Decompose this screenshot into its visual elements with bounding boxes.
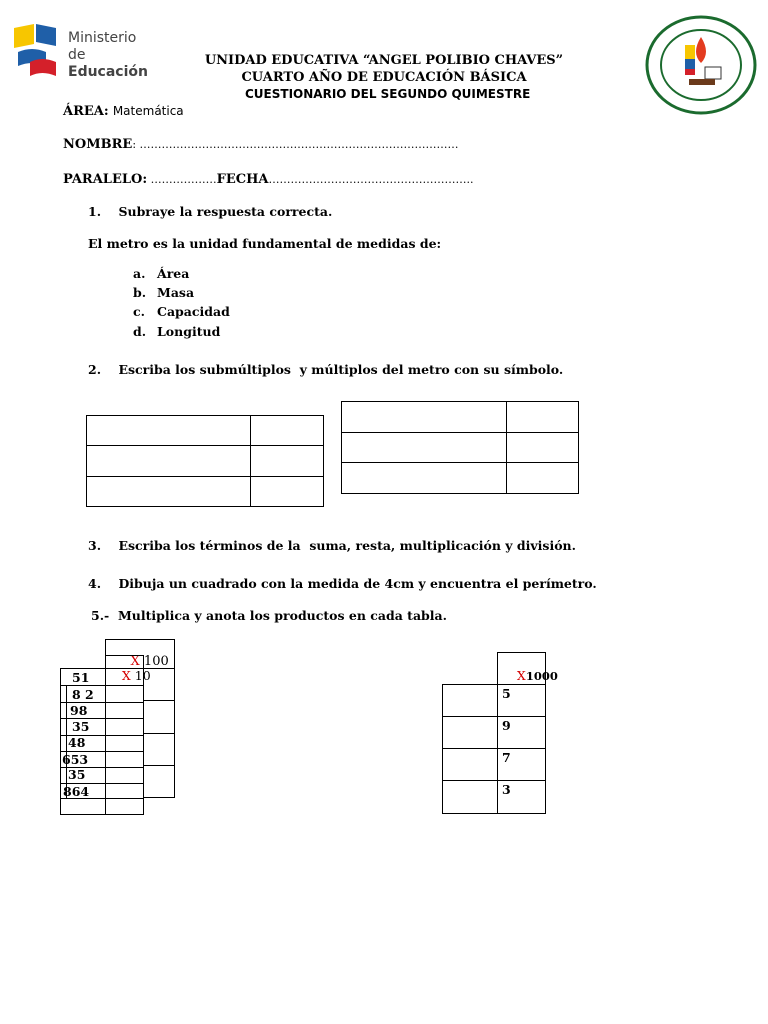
table-a-number: 864	[63, 784, 90, 799]
option-a-text: Área	[157, 266, 190, 281]
nombre-label: NOMBRE	[63, 137, 133, 152]
school-name: UNIDAD EDUCATIVA “ANGEL POLIBIO CHAVES”	[204, 53, 564, 68]
question-1-prompt: El metro es la unidad fundamental de medidas de:	[88, 236, 442, 251]
table-a-number: 48	[68, 735, 86, 750]
table-cell[interactable]	[506, 462, 579, 494]
x100-answer-cell[interactable]	[143, 700, 175, 734]
table-b-number: 9	[502, 718, 511, 733]
option-c-text: Capacidad	[157, 304, 230, 319]
question-2-title: 2. Escriba los submúltiplos y múltiplos del metro con su símbolo.	[88, 362, 564, 377]
area-value: Matemática	[112, 104, 184, 118]
option-a[interactable]	[133, 266, 189, 281]
table-cell[interactable]	[250, 476, 324, 507]
table-a-number: 653	[62, 752, 89, 767]
x10-sign: X	[121, 668, 131, 683]
option-d[interactable]	[133, 324, 220, 339]
ministry-logo-line1: Ministerio	[68, 30, 137, 46]
question-4-title: 4. Dibuja un cuadrado con la medida de 4cm y encuentra el perímetro.	[88, 576, 597, 591]
table-cell[interactable]	[506, 432, 579, 463]
table-a-number: 35	[68, 767, 86, 782]
fecha-blank[interactable]: ………………………………………………..	[268, 173, 474, 186]
x1000-value: 1000	[525, 669, 558, 683]
paralelo-blank[interactable]: ………………	[147, 173, 217, 186]
question-5-title: 5.- Multiplica y anota los productos en cada tabla.	[91, 608, 447, 623]
x10-answer-column	[105, 668, 144, 815]
x100-answer-cell[interactable]	[143, 733, 175, 766]
ministry-logo-line2-bold: Educación	[68, 64, 148, 80]
table-cell[interactable]	[506, 401, 579, 433]
paralelo-label: PARALELO:	[63, 172, 148, 187]
table-a-number: 98	[70, 703, 88, 718]
x10-value: 10	[130, 668, 151, 683]
option-a-letter: a.	[133, 266, 146, 281]
option-b-letter: b.	[133, 285, 147, 300]
table-b-number: 5	[502, 686, 511, 701]
question-3-title: 3. Escriba los términos de la suma, resta, multiplicación y división.	[88, 538, 576, 553]
option-c[interactable]	[133, 304, 230, 319]
table-b-answer-cell[interactable]	[442, 684, 498, 717]
grade-title: CUARTO AÑO DE EDUCACIÓN BÁSICA	[241, 70, 527, 85]
x100-sign: X	[130, 654, 140, 669]
school-seal-icon	[645, 15, 757, 115]
table-b-number: 7	[502, 750, 511, 765]
fecha-label: FECHA	[216, 172, 269, 187]
table-cell[interactable]	[86, 445, 251, 477]
school-seal	[645, 15, 757, 115]
table-a-number: 51	[72, 670, 90, 685]
table-cell[interactable]	[341, 462, 507, 494]
option-c-letter: c.	[133, 304, 145, 319]
table-a-number: 8 2	[72, 687, 94, 702]
x100-value: 100	[139, 654, 169, 669]
option-b[interactable]	[133, 285, 194, 300]
table-cell[interactable]	[341, 432, 507, 463]
table-b-answer-cell[interactable]	[442, 716, 498, 749]
x1000-sign: X	[516, 668, 526, 683]
option-b-text: Masa	[157, 285, 195, 300]
table-b-answer-cell[interactable]	[442, 780, 498, 814]
question-1-title: 1. Subraye la respuesta correcta.	[88, 204, 333, 219]
table-cell[interactable]	[341, 401, 507, 433]
table-a-number: 35	[72, 719, 90, 734]
table-b-number: 3	[502, 782, 511, 797]
table-cell[interactable]	[250, 445, 324, 477]
table-b-answer-cell[interactable]	[442, 748, 498, 781]
area-label: ÁREA:	[63, 104, 109, 119]
x100-answer-cell[interactable]	[143, 765, 175, 798]
quiz-title: CUESTIONARIO DEL SEGUNDO QUIMESTRE	[245, 87, 531, 101]
table-cell[interactable]	[86, 476, 251, 507]
table-cell[interactable]	[250, 415, 324, 446]
table-cell[interactable]	[86, 415, 251, 446]
ministry-logo-line2-prefix: de	[68, 47, 86, 63]
option-d-text: Longitud	[157, 324, 221, 339]
option-d-letter: d.	[133, 324, 147, 339]
nombre-blank[interactable]: : ……………………………………………………………………………	[132, 138, 459, 151]
